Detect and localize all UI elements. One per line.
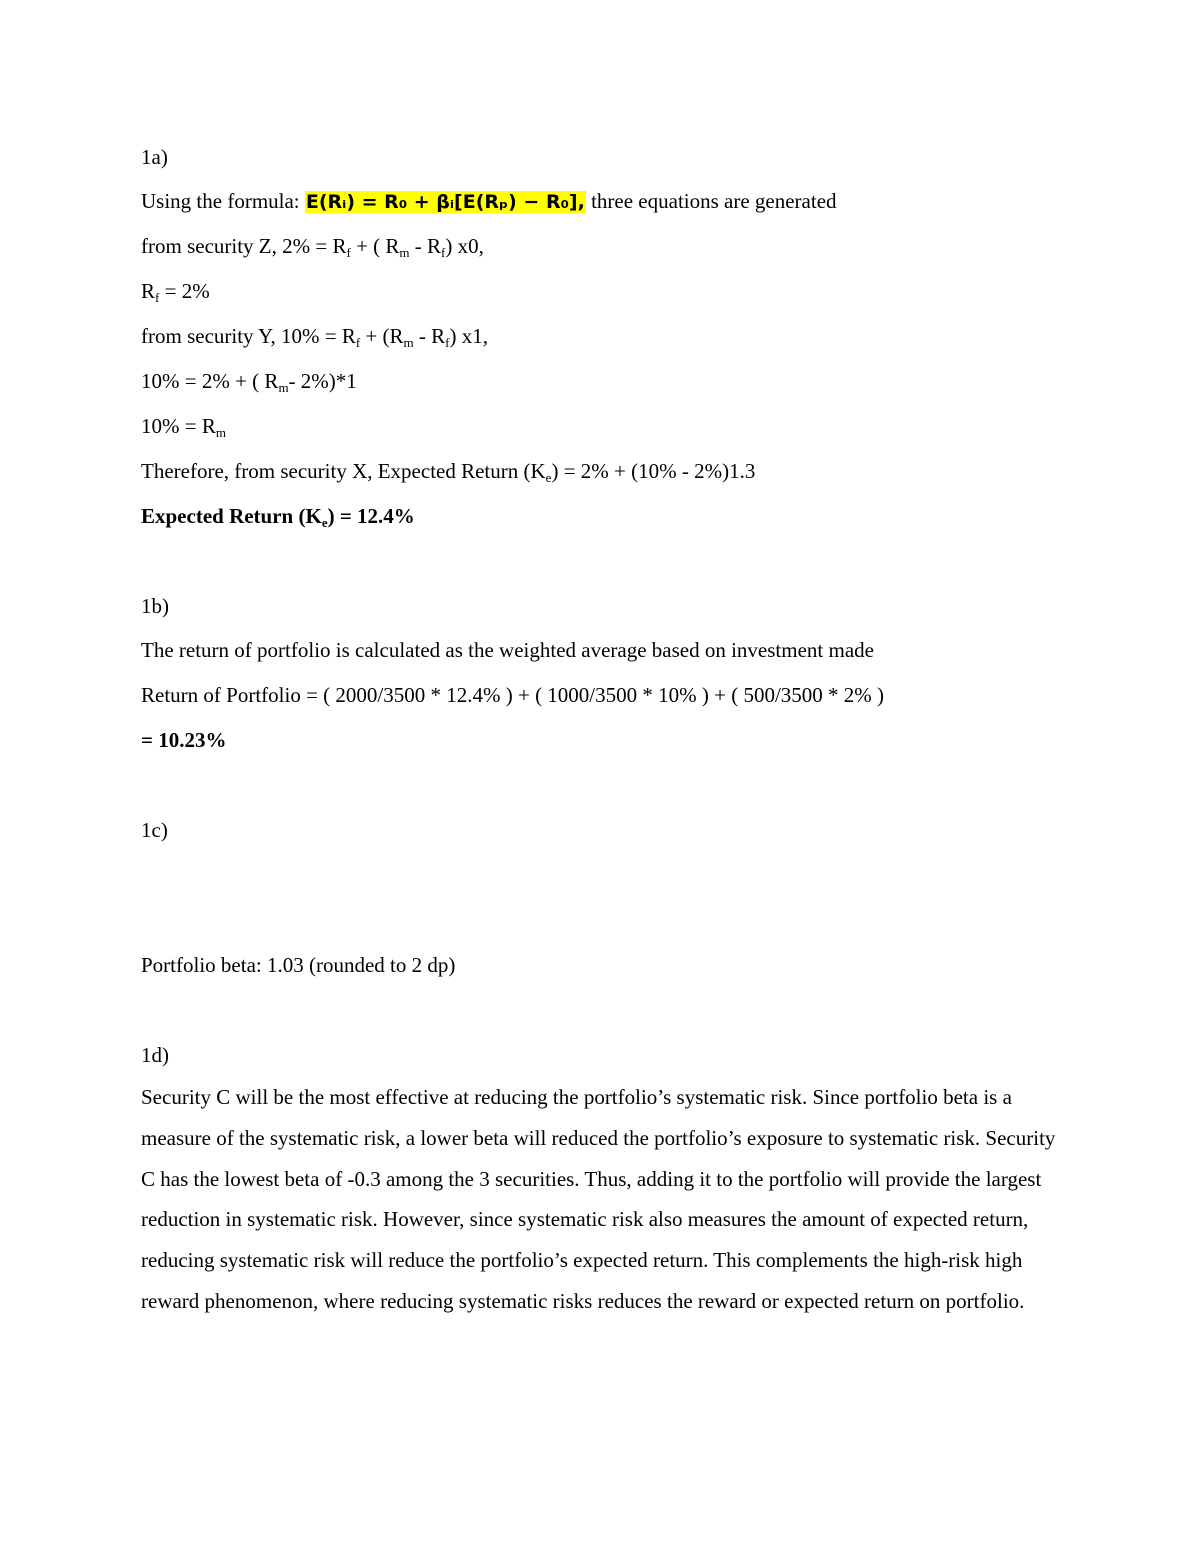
text-run: Expected Return (K: [141, 504, 322, 528]
equation-security-z: [141, 233, 484, 259]
portfolio-return-explanation: The return of portfolio is calculated as the weighted average based on investment made: [141, 638, 874, 662]
subscript: m: [403, 335, 414, 350]
text-run: Therefore, from security X, Expected Return (K: [141, 459, 546, 483]
text-run: R: [141, 279, 156, 303]
text-run: 10% = 2% + ( R: [141, 369, 279, 393]
text-run: from security Y, 10% = R: [141, 324, 356, 348]
subscript: f: [441, 245, 446, 260]
text-run: ) x1,: [449, 324, 488, 348]
equation-rf: [141, 278, 210, 304]
heading-1a: 1a): [141, 145, 168, 169]
text-run: + ( R: [350, 234, 400, 258]
text-run: + (R: [360, 324, 404, 348]
heading-1b: 1b): [141, 594, 169, 618]
heading-1d: 1d): [141, 1043, 169, 1067]
formula-intro: [141, 188, 837, 215]
equation-security-x: [141, 458, 755, 484]
capm-formula-highlight: E(Rᵢ) = R₀ + βᵢ[E(Rₚ) − R₀],: [305, 191, 585, 213]
text-run: = 2%: [159, 279, 210, 303]
expected-return-result: [141, 503, 415, 529]
subscript: f: [155, 290, 160, 305]
text-run: - 2%)*1: [288, 369, 357, 393]
portfolio-beta: Portfolio beta: 1.03 (rounded to 2 dp): [141, 953, 456, 977]
subscript: m: [215, 425, 226, 440]
text-run: 10% = R: [141, 414, 216, 438]
subscript: m: [278, 380, 289, 395]
text-run: - R: [409, 234, 442, 258]
equation-rm: [141, 413, 226, 439]
text-run: ) x0,: [445, 234, 484, 258]
portfolio-return-result: = 10.23%: [141, 728, 227, 752]
text-run: from security Z, 2% = R: [141, 234, 347, 258]
equation-substitution: [141, 368, 357, 394]
intro-suffix: three equations are generated: [585, 189, 837, 213]
systematic-risk-paragraph: Security C will be the most effective at reducing the portfolio’s systematic risk. Since portfolio beta is a measure of the systematic risk, a lower beta will reduced the portfolio’s exposure to systematic risk. Security C has the lowest beta of -0.3 among the 3 securities. Thus, adding it to the portfolio will provide the largest reduction in systematic risk. However, since systematic risk also measures the amount of expected return, reducing systematic risk will reduce the portfolio’s expected return. This complements the high-risk high reward phenomenon, where reducing systematic risks reduces the reward or expected return on portfolio.: [141, 1085, 1056, 1313]
intro-prefix: Using the formula:: [141, 189, 305, 213]
portfolio-return-equation: Return of Portfolio = ( 2000/3500 * 12.4% ) + ( 1000/3500 * 10% ) + ( 500/3500 * 2% ): [141, 683, 885, 707]
heading-1c: 1c): [141, 818, 168, 842]
subscript: e: [545, 470, 552, 485]
text-run: ) = 12.4%: [327, 504, 415, 528]
text-run: - R: [413, 324, 446, 348]
subscript: f: [445, 335, 450, 350]
text-run: ) = 2% + (10% - 2%)1.3: [551, 459, 756, 483]
subscript: e: [321, 515, 328, 530]
subscript: f: [346, 245, 351, 260]
subscript: m: [399, 245, 410, 260]
equation-security-y: [141, 323, 488, 349]
subscript: f: [355, 335, 361, 350]
